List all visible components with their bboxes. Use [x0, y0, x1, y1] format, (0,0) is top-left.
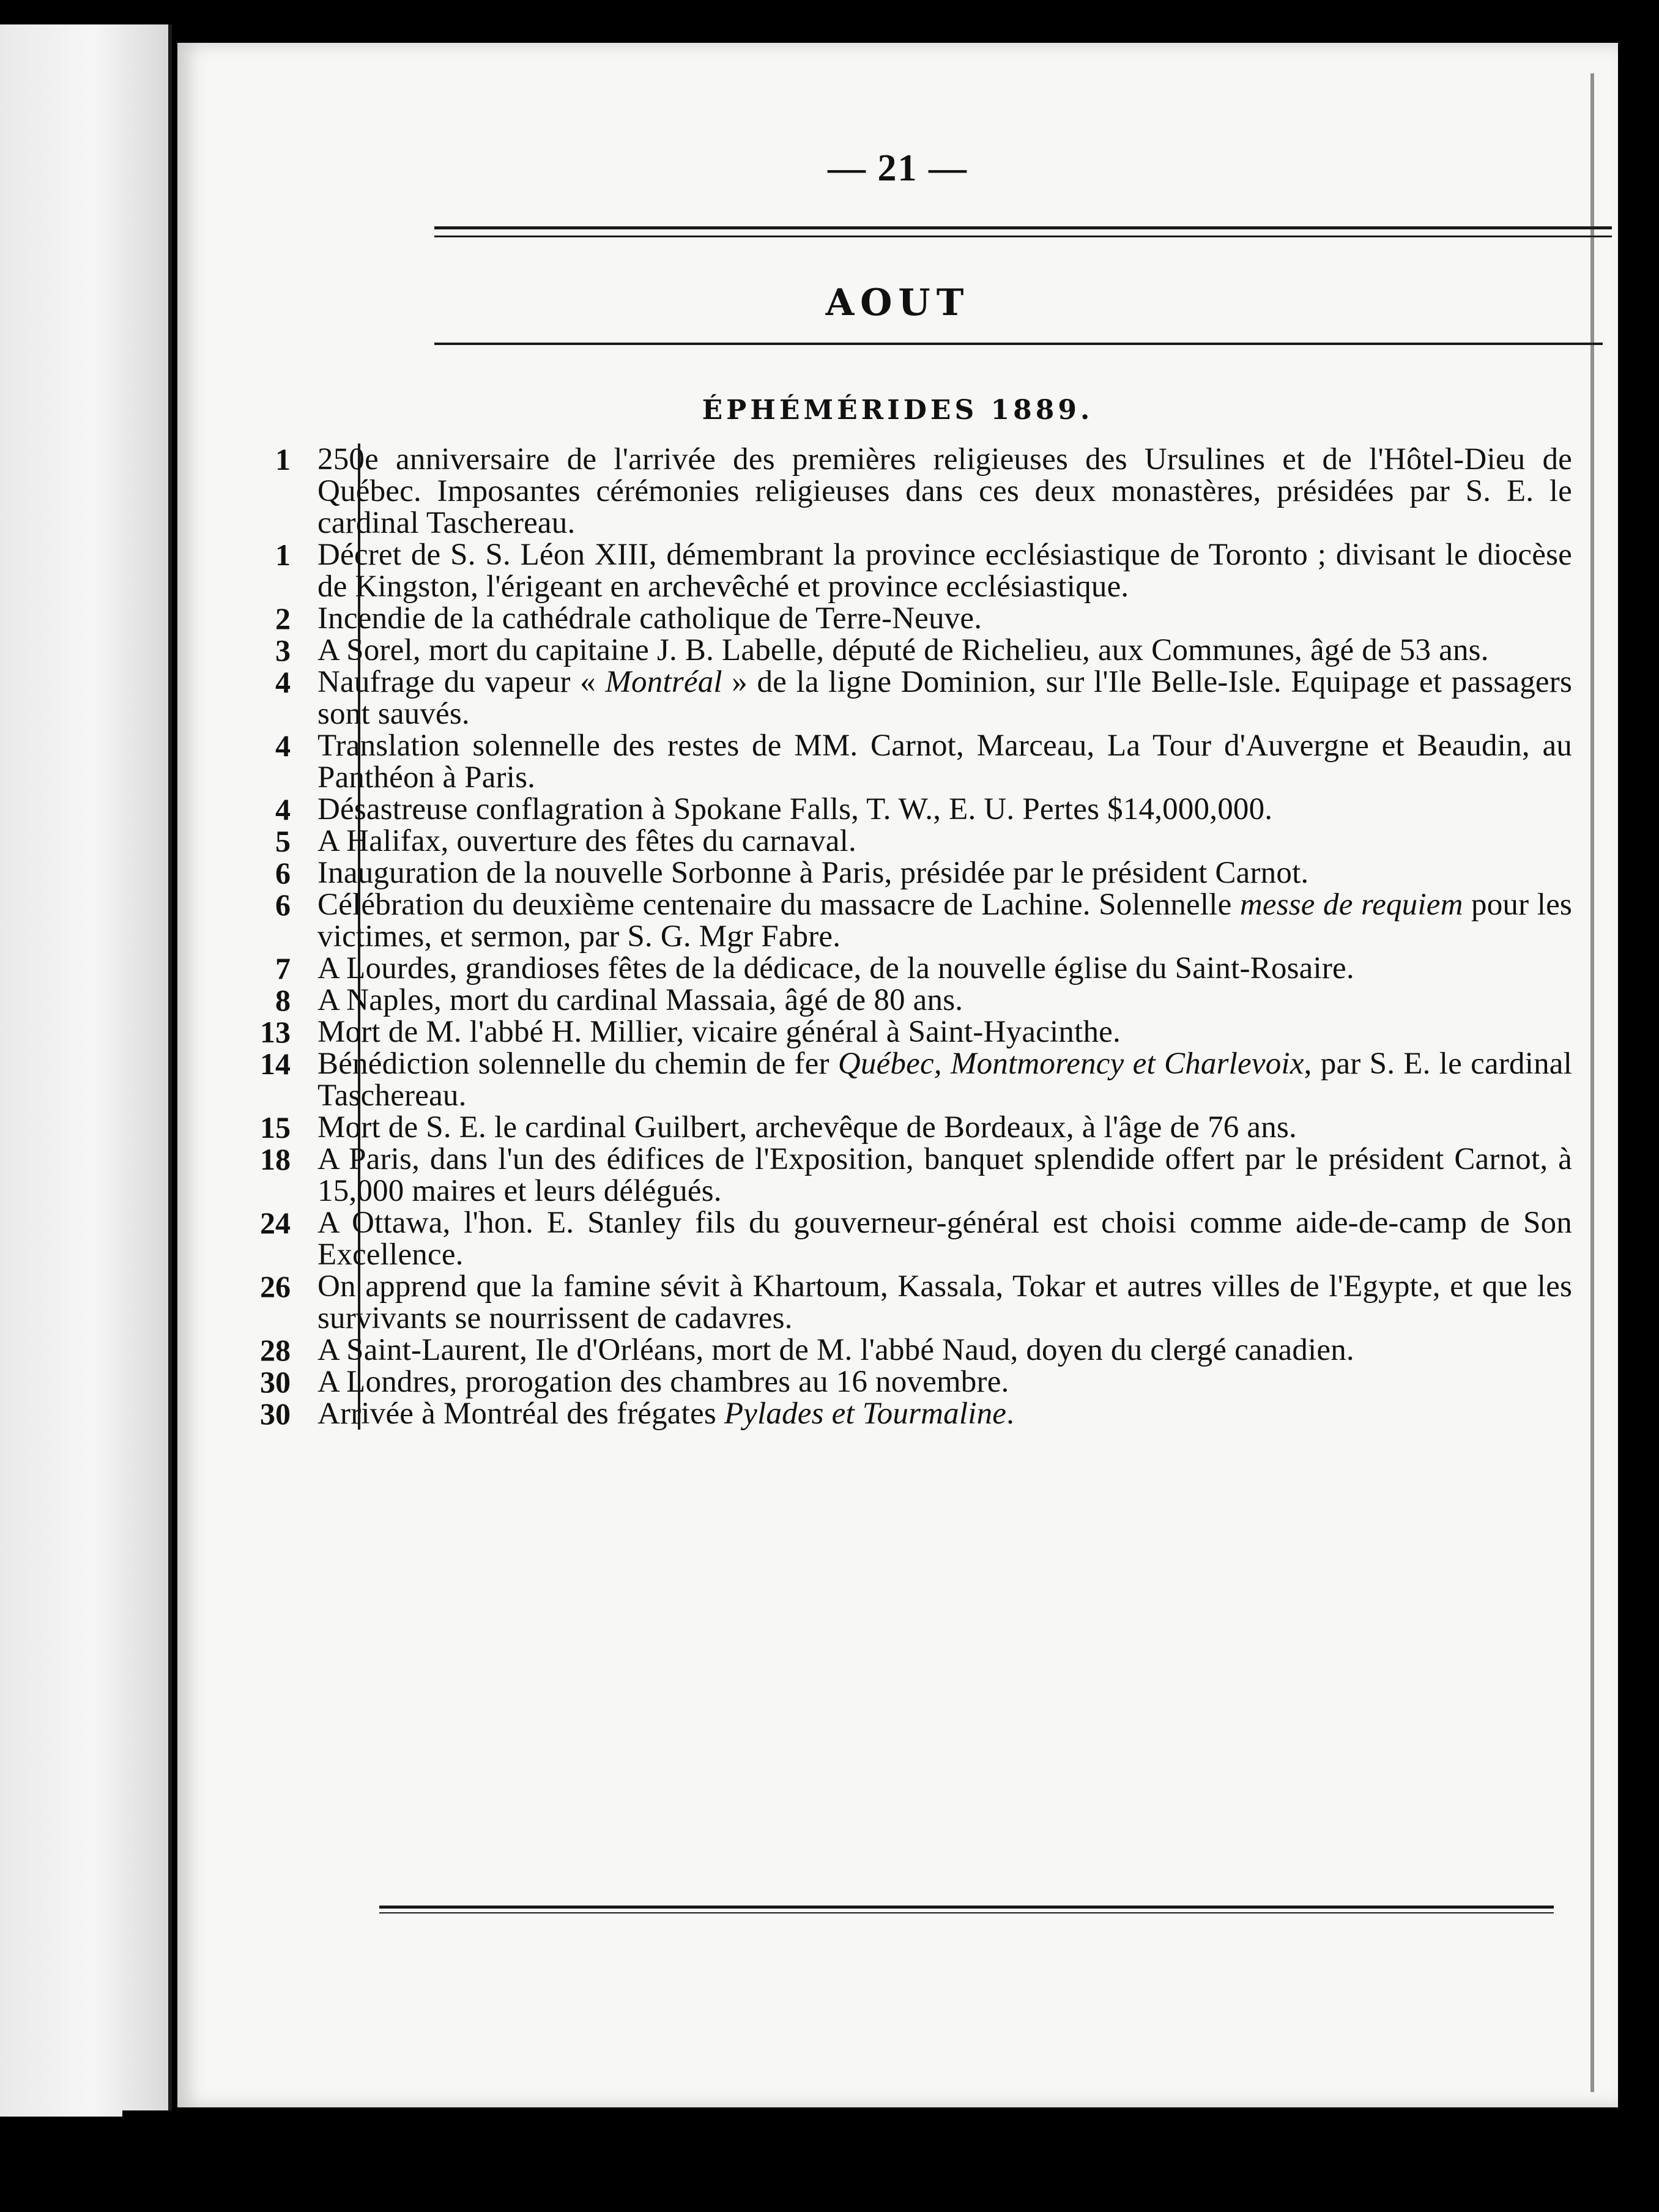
list-item [232, 603, 1572, 634]
entry-text [302, 1398, 1572, 1430]
list-item [232, 1398, 1572, 1430]
entry-text: A Naples, mort du cardinal Massaia, âgé de 80 ans. [317, 983, 963, 1017]
page-edge [1590, 73, 1594, 2092]
entry-text: Translation solennelle des restes de MM. Carnot, Marceau, La Tour d'Auvergne et Beaudin, au Panthéon à Paris. [317, 729, 1572, 795]
list-item [232, 952, 1572, 984]
entry-text: A Londres, prorogation des chambres au 16 novembre. [317, 1365, 1009, 1399]
entry-day: 1 [275, 538, 291, 572]
entry-day: 6 [275, 856, 291, 890]
list-item [232, 730, 1572, 793]
header-double-rule [434, 226, 1612, 237]
entry-text: Incendie de la cathédrale catholique de Terre-Neuve. [317, 601, 982, 636]
entry-text-end: , par S. E. le cardinal Taschereau. [317, 1047, 1572, 1113]
list-item [232, 1016, 1572, 1048]
entry-day: 14 [260, 1047, 291, 1081]
entry-text: Désastreuse conflagration à Spokane Falls, T. W., E. U. Pertes $14,000,000. [317, 792, 1273, 826]
entry-day: 6 [275, 888, 291, 922]
entry-day: 30 [260, 1365, 291, 1399]
footer-rule [379, 1906, 1554, 1909]
entry-day: 5 [275, 824, 291, 858]
entry-text [302, 889, 1572, 952]
entry-text-italic: messe de requiem [1239, 888, 1463, 922]
entry-day: 4 [275, 792, 291, 826]
list-item [232, 1334, 1572, 1366]
entry-text [302, 666, 1572, 730]
entry-text-italic: Montréal [605, 665, 722, 699]
ephemerides-list [232, 444, 1572, 1430]
entry-day: 18 [260, 1142, 291, 1176]
entry-text: On apprend que la famine sévit à Khartoum, Kassala, Tokar et autres villes de l'Egypte, et que les survivants se nourrissent de cadavres. [317, 1269, 1572, 1335]
list-item [232, 1112, 1572, 1143]
entry-day: 4 [275, 729, 291, 763]
ephemerides-heading: ÉPHÉMÉRIDES 1889. [702, 395, 1094, 426]
entry-text: A Paris, dans l'un des édifices de l'Exposition, banquet splendide offert par le président Carnot, à 15,000 maires et leurs délégués. [317, 1142, 1572, 1208]
entry-text: A Ottawa, l'hon. E. Stanley fils du gouverneur-général est choisi comme aide-de-camp de Son Excellence. [317, 1206, 1572, 1272]
entry-text-start: Naufrage du vapeur « [317, 665, 606, 699]
footer-rule-thin [379, 1912, 1554, 1913]
previous-page-edge [0, 24, 172, 2117]
scan-shadow [122, 2110, 1659, 2212]
entry-text-start: Célébration du deuxième centenaire du massacre de Lachine. Solennelle [317, 888, 1240, 922]
entry-text-italic: Pylades et Tourmaline [724, 1397, 1007, 1431]
list-item [232, 825, 1572, 857]
entry-day: 3 [275, 633, 291, 667]
list-item [232, 857, 1572, 889]
entry-text: Inauguration de la nouvelle Sorbonne à Paris, présidée par le président Carnot. [317, 856, 1309, 890]
list-item [232, 1271, 1572, 1334]
entry-text: 250e anniversaire de l'arrivée des premières religieuses des Ursulines et de l'Hôtel-Dieu de Québec. Imposantes cérémonies religieuses dans ces deux monastères, présidées par S. E. le cardinal Taschereau. [317, 442, 1572, 540]
entry-day: 26 [260, 1269, 291, 1304]
entry-day: 30 [260, 1397, 291, 1431]
entry-text: A Sorel, mort du capitaine J. B. Labelle, député de Richelieu, aux Communes, âgé de 53 ans. [317, 633, 1489, 667]
entry-day: 2 [275, 601, 291, 636]
list-item [232, 444, 1572, 539]
entry-day: 4 [275, 665, 291, 699]
entry-text-end: . [1006, 1397, 1015, 1431]
page-number: — 21 — [828, 147, 968, 189]
entry-text: Mort de M. l'abbé H. Millier, vicaire général à Saint-Hyacinthe. [317, 1015, 1121, 1049]
entry-day: 28 [260, 1333, 291, 1367]
list-item [232, 1366, 1572, 1398]
month-rule [434, 343, 1603, 345]
list-item [232, 1048, 1572, 1112]
entry-text-end: » de la ligne Dominion, sur l'Ile Belle-Isle. Equipage et passagers sont sauvés. [317, 665, 1572, 731]
entry-text: Décret de S. S. Léon XIII, démembrant la province ecclésiastique de Toronto ; divisant le diocèse de Kingston, l'érigeant en archevêché et province ecclésiastique. [317, 538, 1572, 604]
entry-text: A Halifax, ouverture des fêtes du carnaval. [317, 824, 856, 858]
list-item [232, 539, 1572, 603]
entry-text-start: Bénédiction solennelle du chemin de fer [317, 1047, 838, 1081]
page [177, 43, 1618, 2107]
list-item [232, 889, 1572, 952]
entry-day: 1 [275, 442, 291, 477]
entry-day: 15 [260, 1110, 291, 1145]
entry-text-start: Arrivée à Montréal des frégates [317, 1397, 724, 1431]
entry-day: 24 [260, 1206, 291, 1240]
list-item [232, 634, 1572, 666]
entry-day: 7 [275, 951, 291, 985]
entry-text-italic: Québec, Montmorency et Charlevoix [837, 1047, 1304, 1081]
entry-text-end: pour les victimes, et sermon, par S. G. Mgr Fabre. [317, 888, 1572, 954]
list-item [232, 984, 1572, 1016]
entry-text: Mort de S. E. le cardinal Guilbert, archevêque de Bordeaux, à l'âge de 76 ans. [317, 1110, 1297, 1145]
list-item [232, 793, 1572, 825]
list-item [232, 666, 1572, 730]
entry-text: A Saint-Laurent, Ile d'Orléans, mort de M. l'abbé Naud, doyen du clergé canadien. [317, 1333, 1354, 1367]
entry-text: A Lourdes, grandioses fêtes de la dédicace, de la nouvelle église du Saint-Rosaire. [317, 951, 1354, 985]
month-title: AOUT [825, 281, 970, 324]
entry-day: 8 [275, 983, 291, 1017]
list-item [232, 1207, 1572, 1271]
entry-day: 13 [260, 1015, 291, 1049]
entry-text [302, 1048, 1572, 1112]
list-item [232, 1143, 1572, 1207]
